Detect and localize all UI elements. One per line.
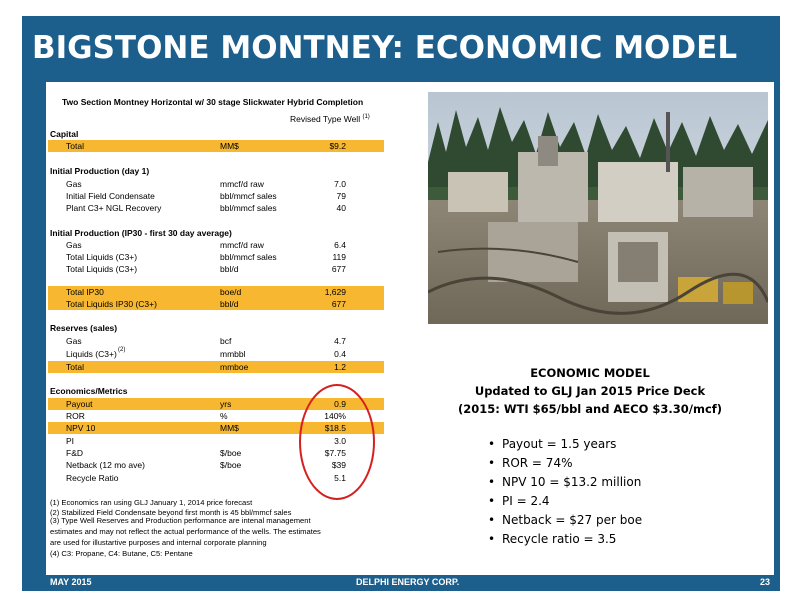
row-label: Economics/Metrics: [50, 386, 128, 396]
row-label: Netback (12 mo ave): [66, 460, 145, 470]
row-unit: mmbbl: [220, 349, 246, 359]
row-label: Recycle Ratio: [66, 473, 119, 483]
table-row: [48, 190, 384, 202]
row-unit: mmcf/d raw: [220, 179, 264, 189]
bullet-pi: • PI = 2.4: [488, 494, 642, 513]
row-value: $9.2: [329, 141, 346, 151]
row-label: Total Liquids IP30 (C3+): [66, 299, 157, 309]
row-value: $39: [331, 460, 346, 470]
row-unit: bcf: [220, 336, 232, 346]
footer-bar: [22, 575, 780, 591]
bullet-recycle-ratio: • Recycle ratio = 3.5: [488, 532, 642, 551]
row-value: 119: [332, 252, 346, 262]
row-unit: boe/d: [220, 287, 242, 297]
row-note: (2): [118, 347, 126, 353]
row-label: Total IP30: [66, 287, 104, 297]
column-header: [290, 114, 370, 124]
wellsite-photo: [428, 92, 768, 324]
row-label: Gas: [66, 336, 82, 346]
row-label: Initial Production (IP30 - first 30 day average): [50, 228, 232, 238]
right-border-bar: [774, 82, 780, 575]
highlight-oval: [299, 384, 375, 500]
title-banner: [22, 16, 780, 82]
row-label: F&D: [66, 448, 83, 458]
row-unit: bbl/d: [220, 299, 239, 309]
row-value: 7.0: [334, 179, 346, 189]
row-value: 3.0: [334, 436, 346, 446]
table-row: [48, 202, 384, 214]
economic-model-summary: [420, 364, 760, 418]
row-value: 79: [336, 191, 346, 201]
table-row: [48, 286, 384, 298]
row-value: 1,629: [324, 287, 346, 297]
row-label: ROR: [66, 411, 85, 421]
row-value: 140%: [324, 411, 346, 421]
table-row: [48, 128, 384, 140]
row-unit: $/boe: [220, 460, 242, 470]
row-label: Gas: [66, 179, 82, 189]
row-value: 0.9: [334, 399, 346, 409]
footnote: estimates and may not reflect the actual performance of the wells. The estimates: [50, 527, 321, 536]
table-row: [48, 335, 384, 347]
row-value: 1.2: [334, 362, 346, 372]
row-label: Total: [66, 362, 84, 372]
row-unit: yrs: [220, 399, 232, 409]
footnote: are used for illustartive purposes and internal corporate planning: [50, 538, 267, 547]
table-row: [48, 361, 384, 373]
economic-model-heading: ECONOMIC MODEL: [530, 366, 650, 380]
row-label: Plant C3+ NGL Recovery: [66, 203, 162, 213]
table-row: [48, 239, 384, 251]
row-unit: bbl/d: [220, 264, 239, 274]
row-value: 40: [336, 203, 346, 213]
row-label: Reserves (sales): [50, 323, 118, 333]
row-label: Initial Field Condensate: [66, 191, 155, 201]
frac-site-image: [428, 92, 768, 324]
footnote: (4) C3: Propane, C4: Butane, C5: Pentane: [50, 549, 193, 558]
row-value: 4.7: [334, 336, 346, 346]
row-label: Liquids (C3+): [66, 349, 117, 359]
table-row: [48, 165, 384, 177]
table-row: [48, 263, 384, 275]
price-assumptions-line: (2015: WTI $65/bbl and AECO $3.30/mcf): [457, 402, 723, 416]
row-label: Initial Production (day 1): [50, 166, 150, 176]
row-unit: bbl/mmcf sales: [220, 252, 277, 262]
row-label: PI: [66, 436, 75, 446]
row-unit: bbl/mmcf sales: [220, 191, 277, 201]
footnotes: [50, 497, 395, 559]
price-deck-line: Updated to GLJ Jan 2015 Price Deck: [474, 384, 706, 398]
table-row: [48, 348, 384, 360]
row-unit: mmcf/d raw: [220, 240, 264, 250]
row-label: Gas: [66, 240, 82, 250]
row-value: 5.1: [334, 473, 346, 483]
row-unit: bbl/mmcf sales: [220, 203, 277, 213]
metrics-bullet-list: [488, 437, 642, 551]
table-row: [48, 322, 384, 334]
footnote: (2) Stabilized Field Condensate beyond first month is 45 bbl/mmcf sales: [50, 508, 292, 517]
bullet-npv10: • NPV 10 = $13.2 million: [488, 475, 642, 494]
row-value: $7.75: [324, 448, 346, 458]
table-title: Two Section Montney Horizontal w/ 30 stage Slickwater Hybrid Completion: [62, 97, 364, 107]
row-label: Total Liquids (C3+): [66, 252, 138, 262]
page-number: 23: [759, 577, 770, 587]
table-row: [48, 227, 384, 239]
row-value: 677: [331, 299, 346, 309]
row-unit: %: [220, 411, 228, 421]
row-label: Total Liquids (C3+): [66, 264, 138, 274]
table-row: [48, 251, 384, 263]
footnote: (1) Economics ran using GLJ January 1, 2014 price forecast: [50, 498, 253, 507]
row-label: Total: [66, 141, 84, 151]
column-header-label: Revised Type Well: [290, 114, 361, 124]
row-unit: mmboe: [220, 362, 249, 372]
column-header-note: (1): [362, 114, 370, 121]
bullet-netback: • Netback = $27 per boe: [488, 513, 642, 532]
row-value: 0.4: [334, 349, 346, 359]
row-unit: $/boe: [220, 448, 242, 458]
footnote: (3) Type Well Reserves and Production performance are intenal management: [50, 516, 311, 525]
row-value: 677: [331, 264, 346, 274]
row-label: NPV 10: [66, 423, 96, 433]
row-label: Capital: [50, 129, 79, 139]
row-value: 6.4: [334, 240, 346, 250]
footer-company: DELPHI ENERGY CORP.: [356, 577, 460, 587]
row-unit: MM$: [220, 141, 239, 151]
footer-date: MAY 2015: [50, 577, 92, 587]
page-title: BIGSTONE MONTNEY: ECONOMIC MODEL: [32, 30, 738, 66]
table-row: [48, 178, 384, 190]
bullet-payout: • Payout = 1.5 years: [488, 437, 642, 456]
row-unit: MM$: [220, 423, 239, 433]
table-row: [48, 140, 384, 152]
left-border-bar: [22, 82, 46, 575]
table-row: [48, 298, 384, 310]
row-value: $18.5: [324, 423, 346, 433]
row-label: Payout: [66, 399, 93, 409]
bullet-ror: • ROR = 74%: [488, 456, 642, 475]
